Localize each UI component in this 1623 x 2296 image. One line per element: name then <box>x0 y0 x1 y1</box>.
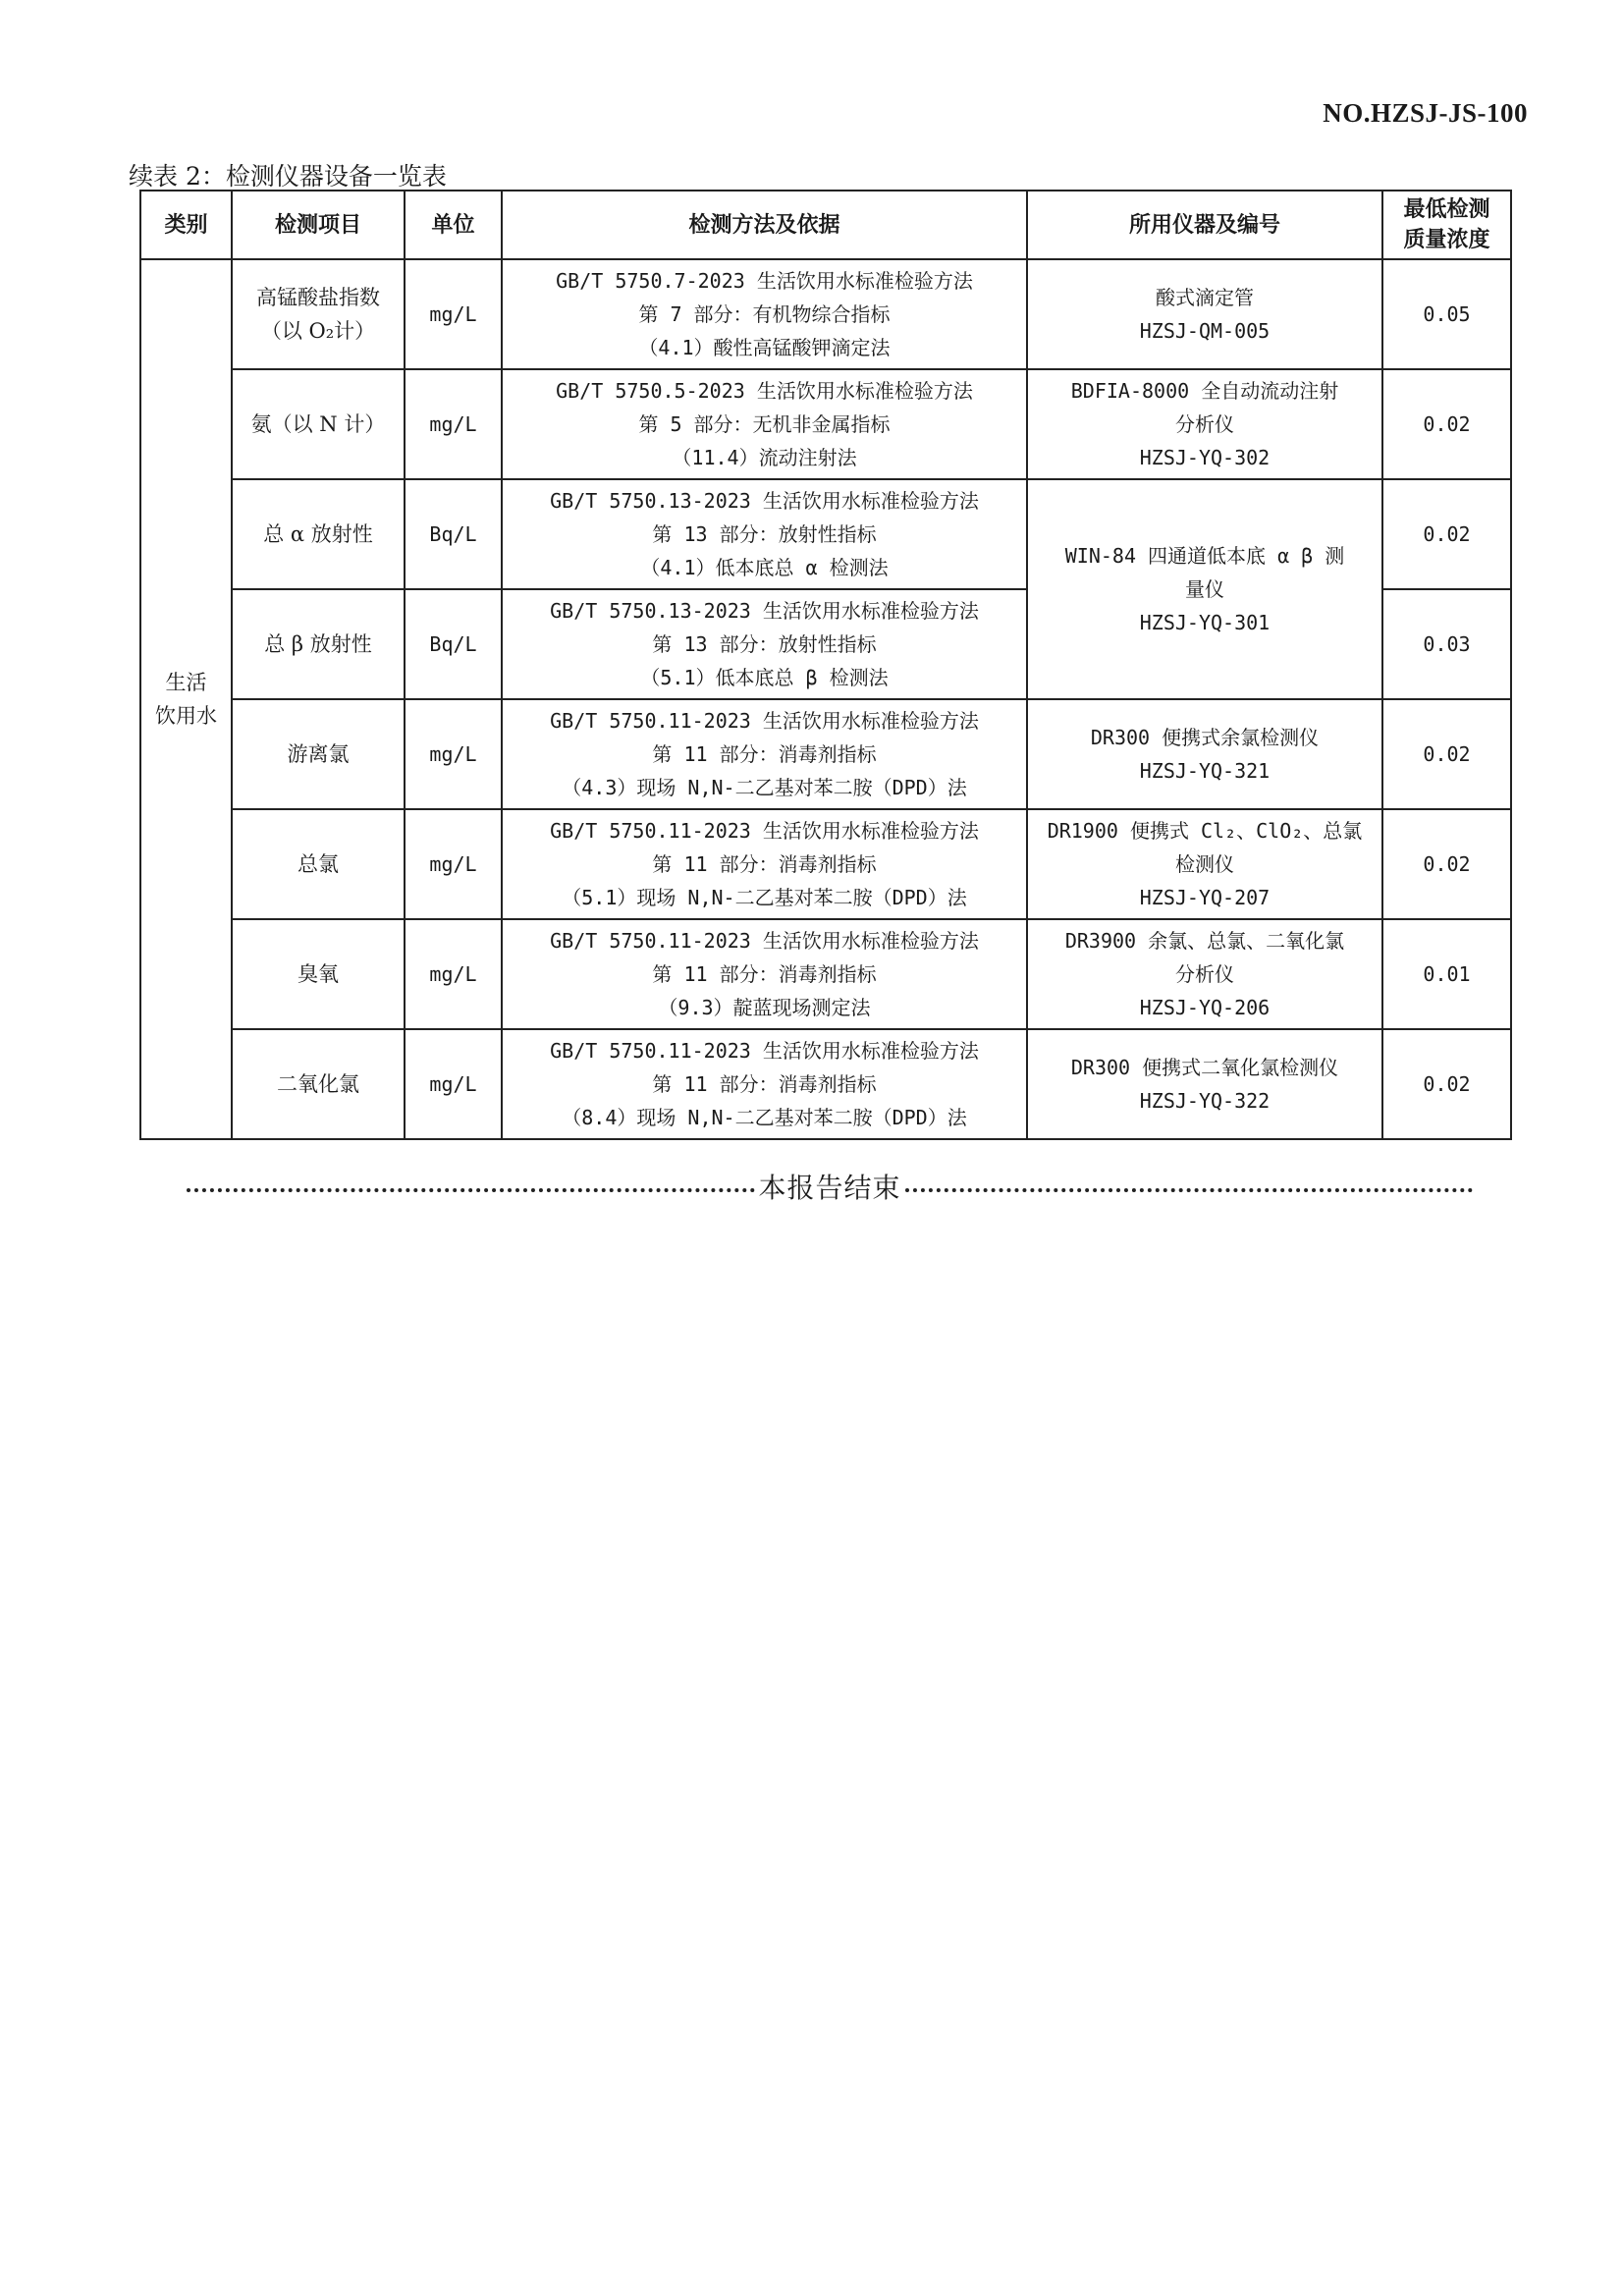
unit-cell: mg/L <box>405 369 502 479</box>
instrument-line: 分析仪 <box>1175 962 1234 986</box>
dotted-leader-left <box>187 1188 755 1192</box>
dotted-leader-right <box>905 1188 1474 1192</box>
header-item: 检测项目 <box>232 191 405 259</box>
instrument-line: HZSJ-QM-005 <box>1139 319 1271 343</box>
unit-cell: mg/L <box>405 1029 502 1139</box>
instrument-cell <box>1027 369 1382 479</box>
instrument-line: HZSJ-YQ-207 <box>1139 886 1271 909</box>
item-line: 二氧化氯 <box>277 1072 359 1096</box>
unit-cell: Bq/L <box>405 589 502 699</box>
item-cell <box>232 479 405 589</box>
header-min-concentration-line: 最低检测 <box>1403 196 1490 222</box>
header-min-concentration-line: 质量浓度 <box>1403 227 1490 252</box>
method-cell <box>502 369 1027 479</box>
item-line: 臭氧 <box>298 962 339 986</box>
unit-cell: mg/L <box>405 809 502 919</box>
unit-cell: mg/L <box>405 919 502 1029</box>
category-cell <box>140 259 232 1139</box>
instrument-line: HZSJ-YQ-302 <box>1139 446 1271 469</box>
item-cell <box>232 369 405 479</box>
instrument-line: 检测仪 <box>1175 852 1234 876</box>
method-cell <box>502 479 1027 589</box>
unit-cell: Bq/L <box>405 479 502 589</box>
method-cell <box>502 259 1027 369</box>
method-cell <box>502 1029 1027 1139</box>
item-cell <box>232 809 405 919</box>
min-concentration-cell: 0.02 <box>1382 809 1511 919</box>
instrument-line: HZSJ-YQ-321 <box>1139 759 1271 783</box>
item-line: 总 α 放射性 <box>263 522 373 546</box>
instrument-line: DR3900 余氯、总氯、二氧化氯 <box>1064 929 1345 953</box>
instrument-cell <box>1027 1029 1382 1139</box>
header-min-concentration <box>1382 191 1511 259</box>
method-line: （4.1）低本底总 α 检测法 <box>640 556 889 579</box>
item-cell <box>232 259 405 369</box>
header-unit: 单位 <box>405 191 502 259</box>
method-line: GB/T 5750.13-2023 生活饮用水标准检验方法 <box>550 599 979 623</box>
document-number: NO.HZSJ-JS-100 <box>1323 98 1528 128</box>
method-line: 第 7 部分：有机物综合指标 <box>638 302 891 326</box>
item-line: 游离氯 <box>287 742 350 766</box>
method-line: 第 11 部分：消毒剂指标 <box>652 852 877 876</box>
table-header-row <box>140 191 1511 259</box>
instrument-line: DR1900 便携式 Cl₂、ClO₂、总氯 <box>1047 819 1363 843</box>
category-line: 生活 <box>165 671 207 694</box>
table-row <box>140 809 1511 919</box>
min-concentration-cell: 0.02 <box>1382 369 1511 479</box>
item-line: 高锰酸盐指数 <box>256 286 380 309</box>
instrument-cell <box>1027 919 1382 1029</box>
min-concentration-cell: 0.02 <box>1382 699 1511 809</box>
header-method: 检测方法及依据 <box>502 191 1027 259</box>
instrument-line: DR300 便携式二氧化氯检测仪 <box>1070 1056 1339 1079</box>
instrument-line: WIN-84 四通道低本底 α β 测 <box>1064 544 1345 568</box>
instrument-table <box>139 190 1512 1140</box>
method-line: GB/T 5750.11-2023 生活饮用水标准检验方法 <box>550 929 979 953</box>
min-concentration-cell: 0.01 <box>1382 919 1511 1029</box>
min-concentration-cell: 0.02 <box>1382 1029 1511 1139</box>
item-cell <box>232 919 405 1029</box>
item-cell <box>232 589 405 699</box>
instrument-cell <box>1027 809 1382 919</box>
instrument-line: 量仪 <box>1185 577 1224 601</box>
report-end-text: 本报告结束 <box>758 1172 901 1204</box>
method-line: 第 11 部分：消毒剂指标 <box>652 962 877 986</box>
method-line: 第 13 部分：放射性指标 <box>652 632 877 656</box>
method-line: GB/T 5750.5-2023 生活饮用水标准检验方法 <box>556 379 973 403</box>
method-cell <box>502 809 1027 919</box>
method-line: GB/T 5750.11-2023 生活饮用水标准检验方法 <box>550 709 979 733</box>
method-line: GB/T 5750.7-2023 生活饮用水标准检验方法 <box>556 269 973 293</box>
method-cell <box>502 699 1027 809</box>
item-line: 氨（以 N 计） <box>250 412 386 436</box>
header-category: 类别 <box>140 191 232 259</box>
min-concentration-cell: 0.03 <box>1382 589 1511 699</box>
method-line: 第 13 部分：放射性指标 <box>652 522 877 546</box>
instrument-line: HZSJ-YQ-206 <box>1139 996 1271 1019</box>
header-instrument: 所用仪器及编号 <box>1027 191 1382 259</box>
method-line: （8.4）现场 N,N-二乙基对苯二胺（DPD）法 <box>562 1106 967 1129</box>
table-row <box>140 369 1511 479</box>
table-caption: 续表 2：检测仪器设备一览表 <box>129 162 447 191</box>
item-cell <box>232 1029 405 1139</box>
method-line: GB/T 5750.11-2023 生活饮用水标准检验方法 <box>550 1039 979 1063</box>
instrument-line: HZSJ-YQ-322 <box>1139 1089 1271 1113</box>
item-cell <box>232 699 405 809</box>
instrument-line: BDFIA-8000 全自动流动注射 <box>1070 379 1339 403</box>
report-end-line <box>187 1167 1473 1206</box>
instrument-cell <box>1027 259 1382 369</box>
method-line: （5.1）低本底总 β 检测法 <box>640 666 889 689</box>
instrument-cell <box>1027 699 1382 809</box>
method-line: （4.1）酸性高锰酸钾滴定法 <box>638 336 891 359</box>
min-concentration-cell: 0.02 <box>1382 479 1511 589</box>
method-line: （11.4）流动注射法 <box>672 446 857 469</box>
method-line: （9.3）靛蓝现场测定法 <box>658 996 871 1019</box>
instrument-line: 酸式滴定管 <box>1156 286 1254 309</box>
method-line: （4.3）现场 N,N-二乙基对苯二胺（DPD）法 <box>562 776 967 799</box>
method-line: 第 5 部分：无机非金属指标 <box>638 412 891 436</box>
method-cell <box>502 589 1027 699</box>
unit-cell: mg/L <box>405 699 502 809</box>
instrument-cell <box>1027 479 1382 699</box>
method-line: （5.1）现场 N,N-二乙基对苯二胺（DPD）法 <box>562 886 967 909</box>
table-row <box>140 919 1511 1029</box>
method-line: 第 11 部分：消毒剂指标 <box>652 1072 877 1096</box>
instrument-line: 分析仪 <box>1175 412 1234 436</box>
method-line: 第 11 部分：消毒剂指标 <box>652 742 877 766</box>
unit-cell: mg/L <box>405 259 502 369</box>
method-line: GB/T 5750.11-2023 生活饮用水标准检验方法 <box>550 819 979 843</box>
table-row <box>140 259 1511 369</box>
category-line: 饮用水 <box>155 704 217 728</box>
item-line: 总氯 <box>298 852 339 876</box>
item-line: 总 β 放射性 <box>264 632 372 656</box>
min-concentration-cell: 0.05 <box>1382 259 1511 369</box>
instrument-line: DR300 便携式余氯检测仪 <box>1090 726 1320 749</box>
table-row <box>140 479 1511 589</box>
table-row <box>140 699 1511 809</box>
item-line: （以 O₂计） <box>260 319 376 343</box>
table-row <box>140 1029 1511 1139</box>
method-cell <box>502 919 1027 1029</box>
instrument-line: HZSJ-YQ-301 <box>1139 611 1271 634</box>
method-line: GB/T 5750.13-2023 生活饮用水标准检验方法 <box>550 489 979 513</box>
